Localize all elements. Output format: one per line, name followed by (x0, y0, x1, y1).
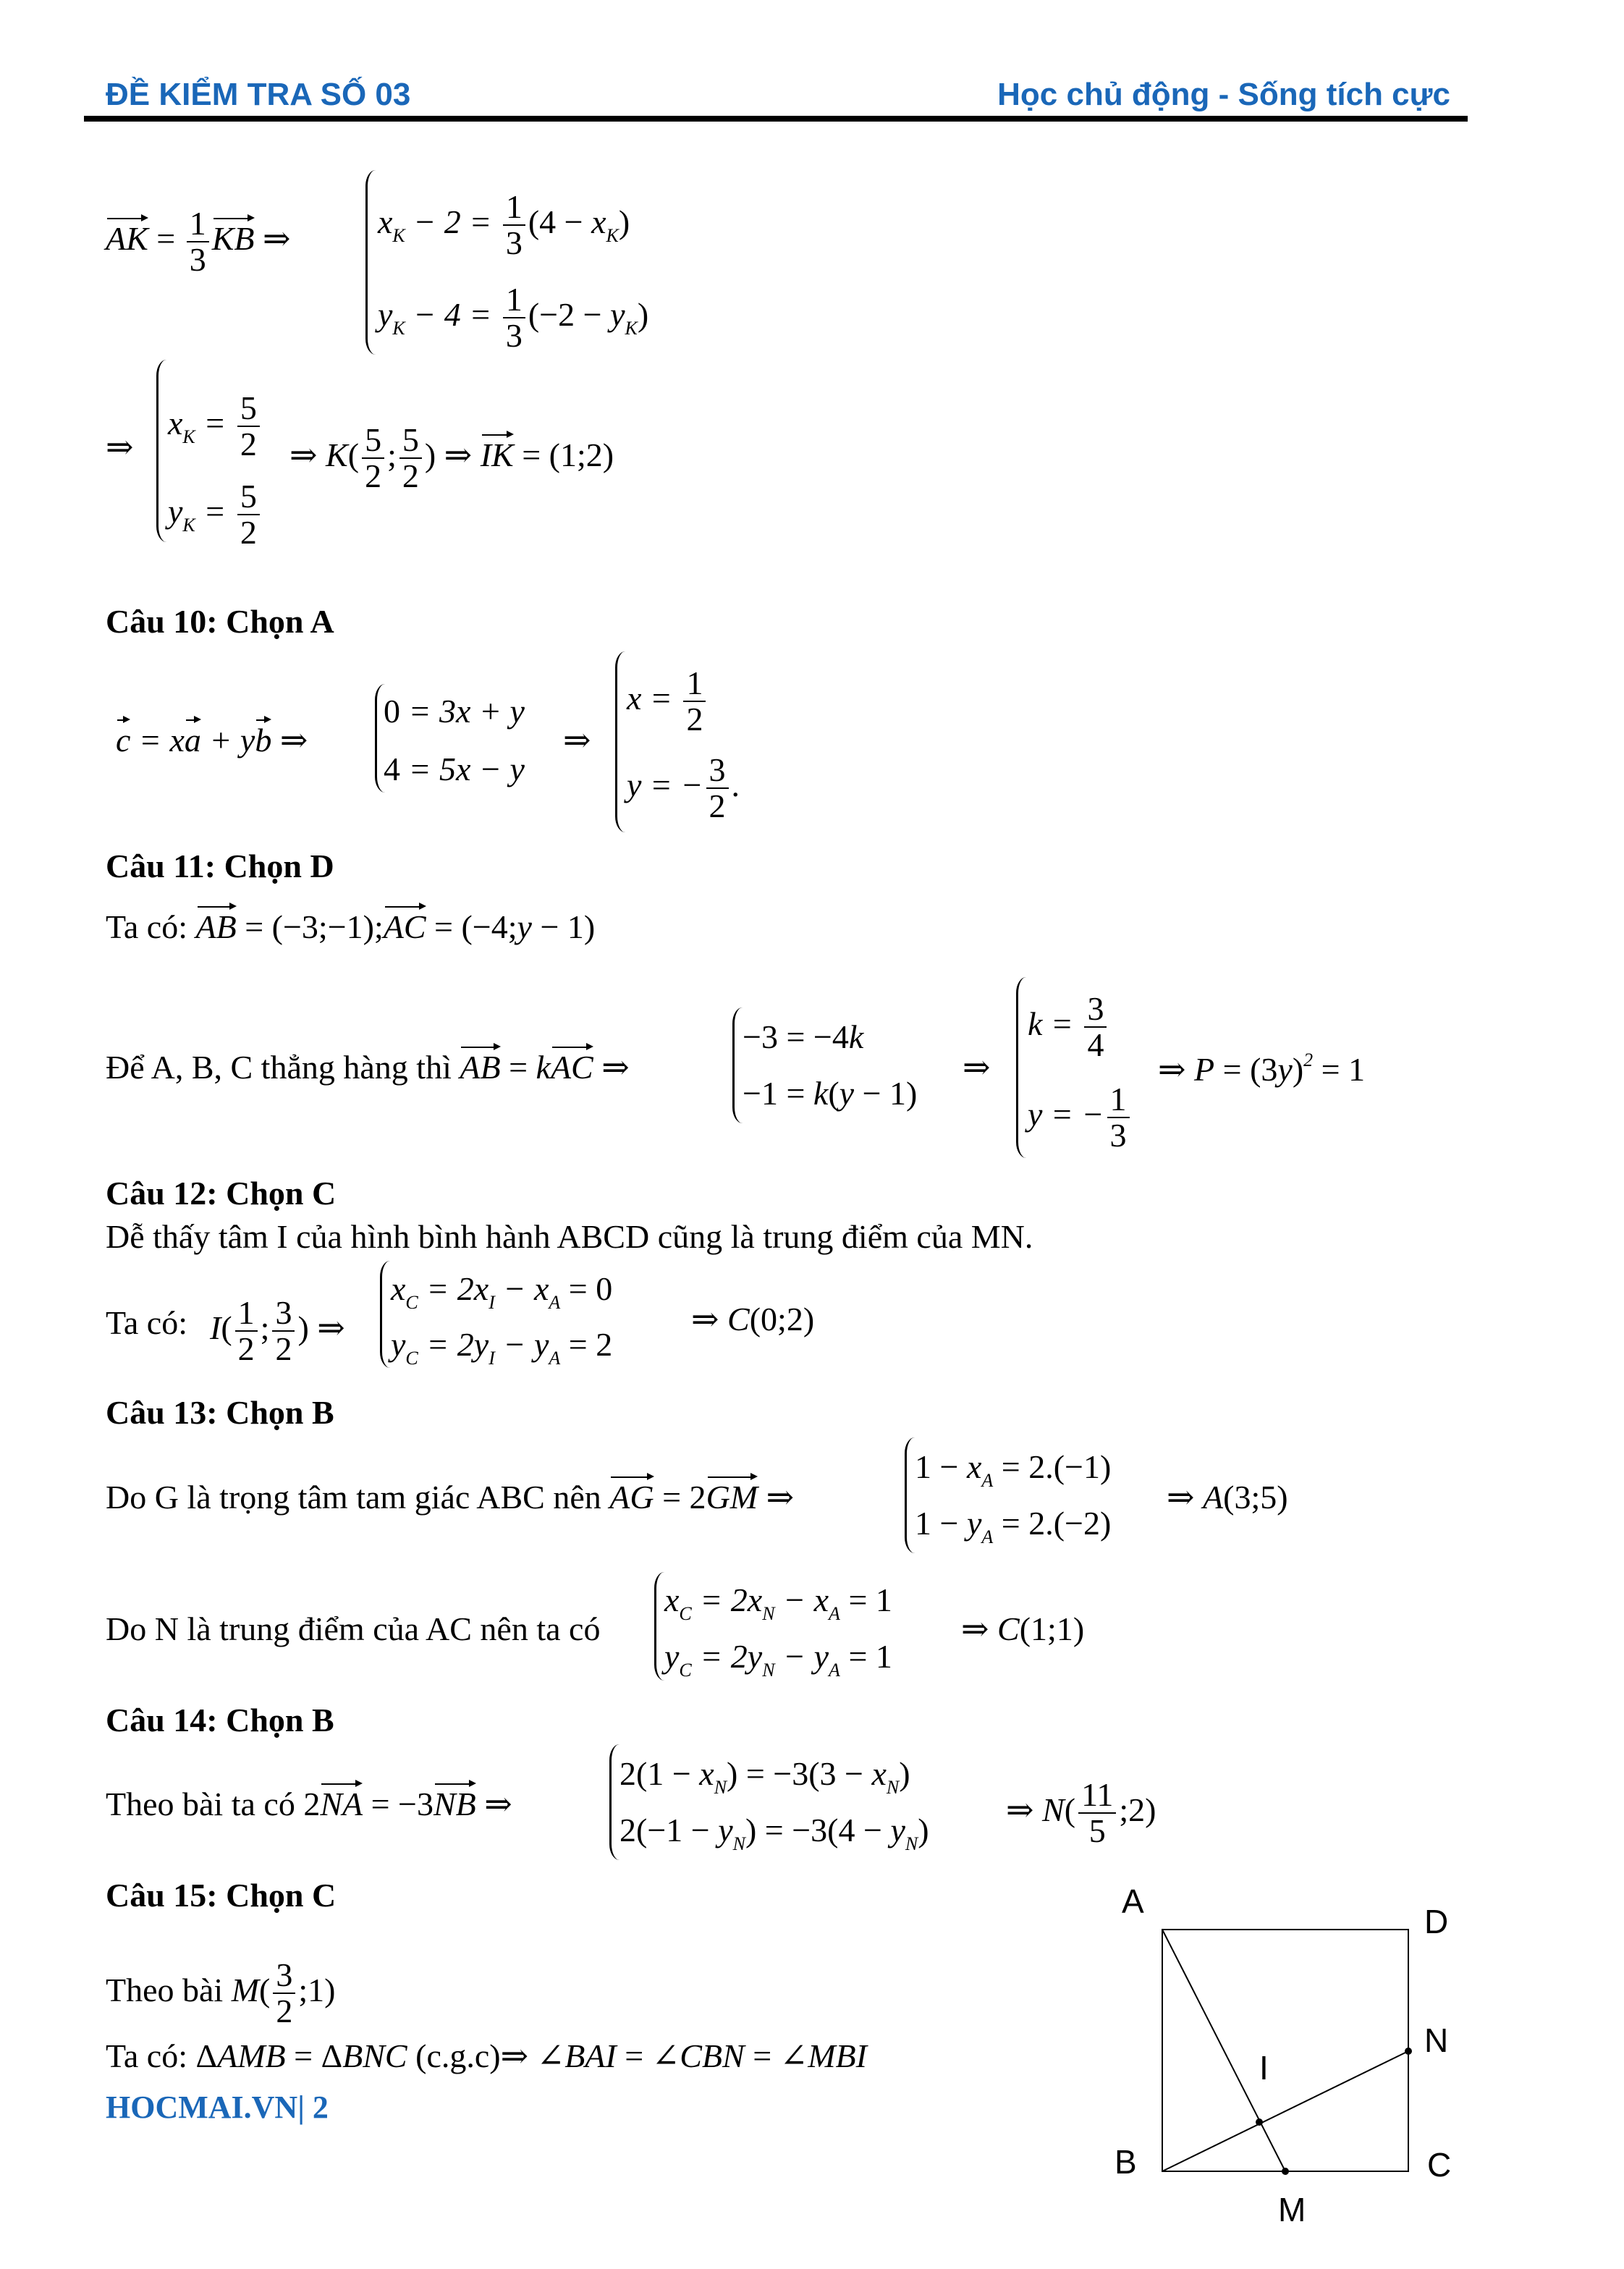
q10-x: x = $\frac{1}{2}$ (627, 666, 709, 738)
eq-xk-value: $x_K$ = $\frac{5}{2}$ (168, 391, 263, 462)
eq-k-point: ⇒ K( $\frac{5}{2}$ ; $\frac{5}{2}$ ) ⇒ IK = (1;2) (289, 421, 614, 495)
segment-bn (1162, 2051, 1408, 2171)
q13-text1: Do G là trọng tâm tam giác ABC nên (106, 1479, 601, 1516)
q12-title: Câu 12: Chọn C (106, 1175, 337, 1212)
q13-result1: ⇒ A(3;5) (1167, 1479, 1288, 1516)
q11-line1: Ta có: AB = (−3;−1);AC = (−4;y − 1) (106, 908, 596, 945)
q14-title: Câu 14: Chọn B (106, 1702, 334, 1738)
q15-line1: Theo bài M( $\frac{3}{2}$ ;1) (106, 1956, 336, 2030)
label-i: I (1259, 2049, 1269, 2087)
q12-i-point: I( $\frac{1}{2}$ ; $\frac{3}{2}$ ) ⇒ (210, 1294, 345, 1368)
q15-cgc: (c.g.c) (415, 2037, 501, 2074)
q11-sys1: −3 = −4k (743, 1018, 864, 1055)
q15-line2: Ta có: ΔAMB = ΔBNC (c.g.c)⇒ ∠BAI = ∠CBN = ∠MBI (106, 2037, 867, 2074)
header-title: ĐỀ KIỂM TRA SỐ 03 (106, 77, 411, 112)
q14-line: Theo bài ta có 2NA = −3NB ⇒ (106, 1786, 512, 1822)
q13-line1: Do G là trọng tâm tam giác ABC nên AG = 2GM ⇒ (106, 1479, 795, 1516)
q11-k: k = $\frac{3}{4}$ (1028, 992, 1109, 1063)
square-abcd (1162, 1930, 1408, 2171)
header-rule (84, 116, 1468, 122)
eq-yk-line: $y_K - 4$ = $\frac{1}{3}$ $(-2 - y_K)$ (378, 281, 649, 355)
q10-title: Câu 10: Chọn A (106, 603, 334, 640)
eq-xk-line: $x_K - 2$ = $\frac{1}{3}$ $(4 - x_K)$ (378, 188, 630, 262)
q12-sys1: $x_C = 2x_I - x_A = 0$ (391, 1270, 613, 1313)
q13-sys1: $1 - x_A = 2.(-1)$ (915, 1448, 1112, 1491)
q13-sys3: $x_C = 2x_N - x_A = 1$ (664, 1581, 892, 1624)
q11-title: Câu 11: Chọn D (106, 848, 334, 884)
q11-line2: Để A, B, C thẳng hàng thì AB = kAC ⇒ (106, 1049, 630, 1086)
header-slogan: Học chủ động - Sống tích cực (997, 77, 1450, 112)
square-figure (1100, 1867, 1476, 2247)
q14-text: Theo bài ta có (106, 1786, 295, 1822)
label-d: D (1424, 1903, 1449, 1940)
q11-text: Để A, B, C thẳng hàng thì (106, 1049, 452, 1086)
q14-sys2: $2(-1 - y_N) = -3(4 - y_N)$ (619, 1812, 929, 1854)
point-n (1405, 2048, 1412, 2055)
q11-implies: ⇒ (963, 1049, 991, 1086)
q11-y: y = − $\frac{1}{3}$ (1028, 1082, 1133, 1154)
q15-taco: Ta có: (106, 2037, 188, 2074)
q11-sys2: −1 = k(y − 1) (743, 1075, 918, 1112)
q11-taco: Ta có: (106, 908, 188, 945)
q13-sys2: $1 - y_A = 2.(-2)$ (915, 1505, 1112, 1547)
eq-ak-kb: AK = $\frac{1}{3}$ KB ⇒ (106, 205, 291, 279)
q12-sys2: $y_C = 2y_I - y_A = 2$ (391, 1326, 613, 1369)
eq-implies: ⇒ (106, 428, 134, 465)
label-m: M (1278, 2191, 1306, 2228)
q13-result2: ⇒ C(1;1) (961, 1610, 1085, 1647)
q12-line1: Dễ thấy tâm I của hình bình hành ABCD cũng là trung điểm của MN. (106, 1218, 1033, 1255)
q12-taco: Ta có: (106, 1304, 188, 1341)
label-a: A (1122, 1883, 1144, 1920)
q10-eq: c = xa + yb ⇒ (116, 722, 308, 759)
q10-sys2: 4 = 5x − y (384, 751, 525, 787)
q14-result: ⇒ N( $\frac{11}{5}$ ;2) (1006, 1776, 1156, 1850)
point-m (1282, 2168, 1289, 2175)
q13-title: Câu 13: Chọn B (106, 1394, 334, 1431)
q10-implies: ⇒ (563, 722, 591, 759)
q10-y: y = − $\frac{3}{2}$ . (627, 751, 740, 825)
label-c: C (1427, 2146, 1452, 2184)
point-i (1256, 2118, 1263, 2126)
q12-result: ⇒ C(0;2) (691, 1301, 815, 1338)
eq-yk-value: $y_K$ = $\frac{5}{2}$ (168, 479, 263, 551)
q14-sys1: $2(1 - x_N) = -3(3 - x_N)$ (619, 1755, 910, 1798)
label-b: B (1115, 2143, 1137, 2181)
q13-line2: Do N là trung điểm của AC nên ta có (106, 1610, 601, 1647)
q10-sys1: 0 = 3x + y (384, 693, 525, 730)
square-diagram (1100, 1867, 1476, 2244)
label-n: N (1424, 2021, 1449, 2059)
q15-text1: Theo bài (106, 1971, 224, 2008)
q11-result: ⇒ $P = (3y)^2 = 1$ (1158, 1049, 1366, 1088)
q15-title: Câu 15: Chọn C (106, 1877, 337, 1914)
q13-sys4: $y_C = 2y_N - y_A = 1$ (664, 1638, 892, 1681)
footer-page: HOCMAI.VN| 2 (106, 2090, 329, 2125)
